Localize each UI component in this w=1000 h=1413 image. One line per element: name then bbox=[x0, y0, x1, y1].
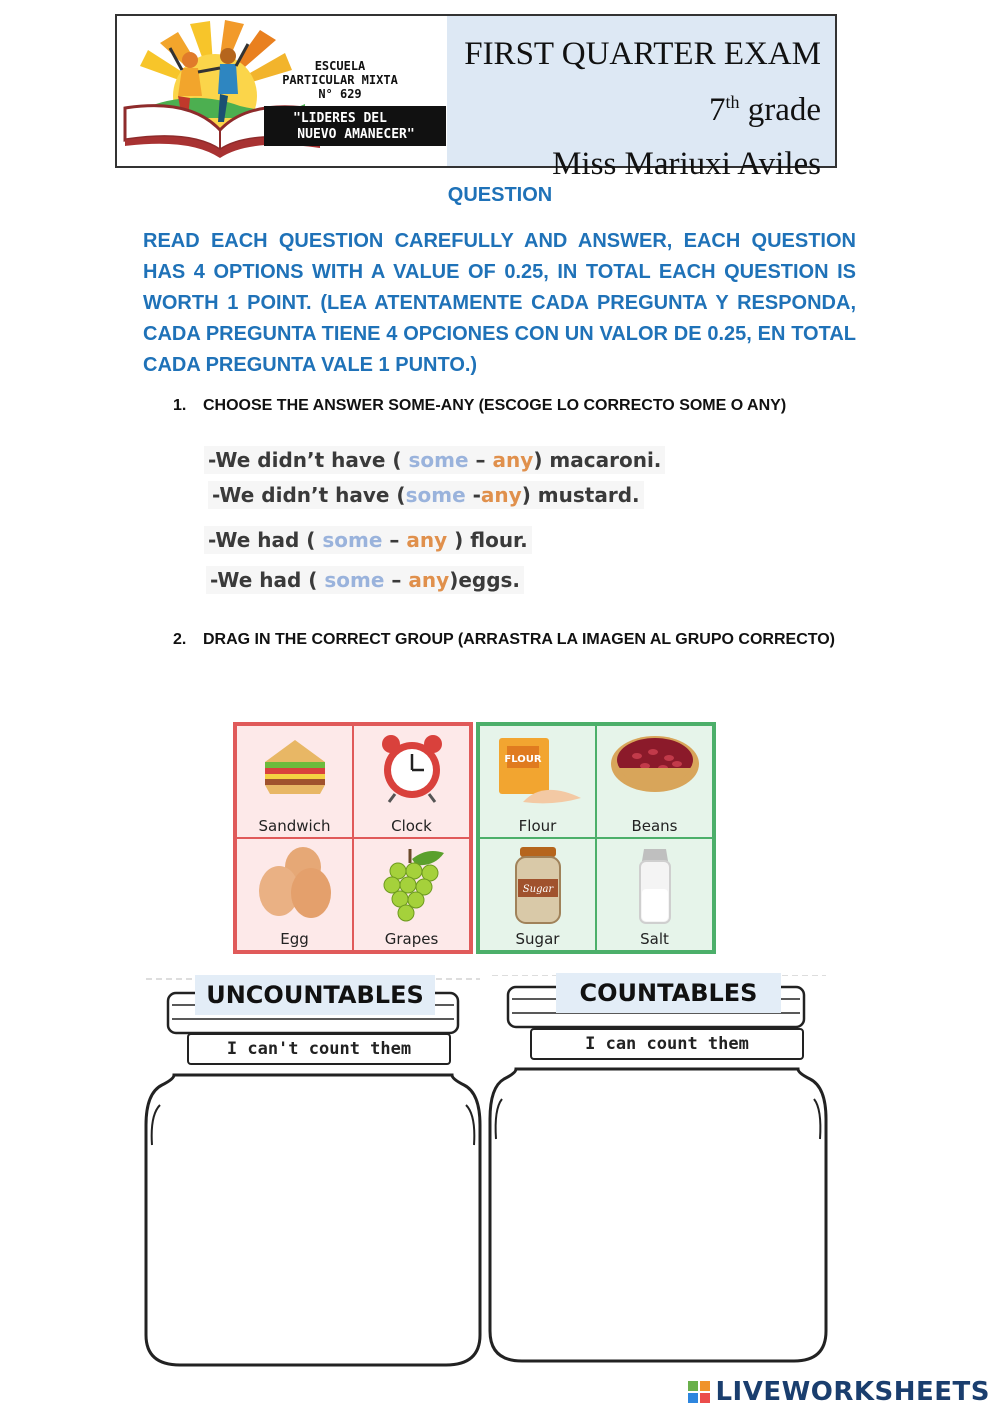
food-card-clock[interactable] bbox=[353, 725, 470, 838]
food-card-egg[interactable] bbox=[236, 838, 353, 951]
svg-text:Sugar: Sugar bbox=[522, 884, 553, 895]
card-label: Egg bbox=[280, 930, 309, 948]
food-card-group-green bbox=[476, 722, 716, 954]
card-label: Clock bbox=[391, 817, 432, 835]
sandwich-icon bbox=[260, 732, 330, 802]
alarm-clock-icon bbox=[377, 732, 447, 804]
footer-brand-text: LIVEWORKSHEETS bbox=[715, 1377, 990, 1407]
flour-bag-icon bbox=[493, 732, 583, 806]
logo-text-line3: N° 629 bbox=[318, 87, 362, 101]
option-any[interactable]: any bbox=[408, 568, 450, 592]
logo-text-line2: PARTICULAR MIXTA bbox=[282, 73, 398, 87]
sentence-1: -We didn’t have ( some – any) macaroni. bbox=[204, 446, 665, 474]
card-label: Sugar bbox=[515, 930, 560, 948]
food-card-sugar[interactable] bbox=[479, 838, 596, 951]
question-2-prompt: 2. DRAG IN THE CORRECT GROUP (ARRASTRA LA IMAGEN AL GRUPO CORRECTO) bbox=[173, 631, 836, 648]
beans-bowl-icon bbox=[607, 732, 703, 808]
school-logo bbox=[120, 18, 446, 164]
card-label: Beans bbox=[631, 817, 678, 835]
option-any[interactable]: any bbox=[406, 528, 448, 552]
card-label: Flour bbox=[518, 817, 557, 835]
food-card-grapes[interactable] bbox=[353, 838, 470, 951]
option-some[interactable]: some bbox=[324, 568, 385, 592]
instructions-text: READ EACH QUESTION CAREFULLY AND ANSWER, EACH QUESTION HAS 4 OPTIONS WITH A VALUE OF 0.25, IN TOTAL EACH QUESTION IS WORTH 1 POINT. (LEA ATENTAMENTE CADA PREGUNTA Y RESPONDA, CADA PREGUNTA TIENE 4 OPCIONES CON UN VALOR DE 0.25, EN TOTAL CADA PREGUNTA VALE 1 PUNTO.) bbox=[143, 230, 856, 376]
countables-label: I can count them bbox=[530, 1028, 804, 1060]
logo-text-line5: NUEVO AMANECER" bbox=[297, 127, 415, 142]
card-label: Salt bbox=[640, 930, 669, 948]
option-any[interactable]: any bbox=[480, 483, 522, 507]
option-any[interactable]: any bbox=[492, 448, 534, 472]
eggs-icon bbox=[255, 845, 335, 921]
option-some[interactable]: some bbox=[408, 448, 469, 472]
sentence-4: -We had ( some – any)eggs. bbox=[206, 566, 524, 594]
liveworksheets-logo-icon bbox=[687, 1380, 711, 1404]
question-heading: QUESTION bbox=[447, 184, 553, 206]
logo-text-line4: "LIDERES DEL bbox=[293, 111, 387, 126]
grapes-icon bbox=[372, 845, 452, 925]
svg-text:FLOUR: FLOUR bbox=[503, 754, 542, 765]
food-card-sandwich[interactable] bbox=[236, 725, 353, 838]
option-some[interactable]: some bbox=[322, 528, 383, 552]
liveworksheets-brand bbox=[687, 1377, 990, 1407]
card-label: Sandwich bbox=[258, 817, 331, 835]
exam-title: FIRST QUARTER EXAM bbox=[464, 36, 821, 72]
food-card-salt[interactable] bbox=[596, 838, 713, 951]
sentence-3: -We had ( some – any ) flour. bbox=[204, 526, 532, 554]
sentence-2: -We didn’t have (some -any) mustard. bbox=[208, 481, 644, 509]
food-card-beans[interactable] bbox=[596, 725, 713, 838]
sugar-jar-icon bbox=[510, 845, 566, 927]
teacher-name: Miss Mariuxi Aviles bbox=[552, 146, 821, 182]
uncountables-title: UNCOUNTABLES bbox=[195, 975, 435, 1015]
countables-title: COUNTABLES bbox=[556, 973, 781, 1013]
food-card-group-red bbox=[233, 722, 473, 954]
salt-shaker-icon bbox=[630, 845, 680, 927]
question-1-prompt: 1. CHOOSE THE ANSWER SOME-ANY (ESCOGE LO CORRECTO SOME O ANY) bbox=[173, 397, 787, 414]
header-info-panel bbox=[447, 16, 835, 182]
food-card-flour[interactable] bbox=[479, 725, 596, 838]
logo-text-line1: ESCUELA bbox=[314, 59, 366, 73]
option-some[interactable]: some bbox=[405, 483, 466, 507]
uncountables-label: I can't count them bbox=[187, 1033, 451, 1065]
grade-label: 7th grade bbox=[708, 92, 821, 128]
card-label: Grapes bbox=[384, 930, 439, 948]
